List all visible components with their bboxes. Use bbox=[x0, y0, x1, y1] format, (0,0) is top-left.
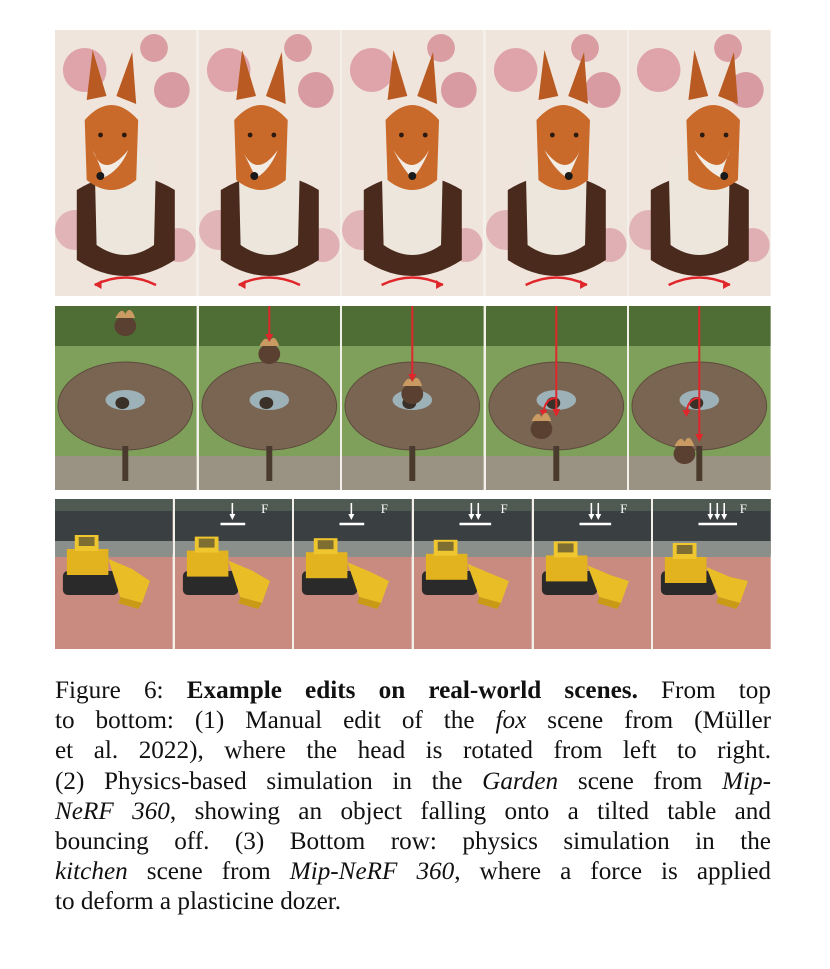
kitchen-frame bbox=[173, 499, 293, 649]
fox-frame bbox=[340, 30, 484, 296]
caption-dataset: Mip- bbox=[722, 767, 772, 795]
force-label: F bbox=[739, 501, 748, 516]
kitchen-row bbox=[55, 499, 771, 649]
force-label: F bbox=[620, 501, 628, 516]
fox-frame bbox=[197, 30, 341, 296]
force-label: F bbox=[380, 501, 389, 516]
caption-text: scene from bbox=[577, 767, 703, 795]
garden-frame bbox=[340, 306, 484, 490]
garden-frame bbox=[627, 306, 771, 490]
garden-frame bbox=[197, 306, 341, 490]
caption-text: , where a force is applied bbox=[454, 858, 772, 886]
garden-row bbox=[55, 306, 771, 490]
caption-dataset: Mip-NeRF 360 bbox=[289, 858, 455, 886]
caption-text: scene from (Müller bbox=[547, 707, 772, 735]
force-label: F bbox=[261, 501, 269, 516]
caption-line-5 bbox=[55, 797, 771, 827]
caption-text: From top bbox=[661, 677, 771, 704]
garden-frame bbox=[484, 306, 628, 490]
fox-row bbox=[55, 30, 771, 296]
kitchen-frame bbox=[292, 499, 412, 649]
caption-dataset: NeRF 360 bbox=[55, 797, 170, 825]
caption-line-7 bbox=[55, 857, 771, 887]
fox-frame bbox=[484, 30, 628, 296]
fox-frame bbox=[55, 30, 197, 296]
fox-frame bbox=[627, 30, 771, 296]
force-label: F bbox=[500, 501, 508, 516]
caption-text: (2) Physics-based simulation in the bbox=[55, 767, 463, 795]
caption-line-8: to deform a plasticine dozer. bbox=[55, 888, 342, 916]
garden-frame bbox=[55, 306, 197, 490]
caption-line-3: et al. 2022), where the head is rotated from left to right. bbox=[55, 737, 771, 765]
caption-scene-garden: Garden bbox=[482, 767, 559, 795]
caption-line-4 bbox=[55, 767, 771, 797]
caption-scene-kitchen: kitchen bbox=[55, 858, 128, 886]
caption-text: , showing an object falling onto a tilted table and bbox=[169, 797, 771, 825]
kitchen-frame bbox=[651, 499, 771, 649]
caption-title: Example edits on real-world scenes. bbox=[186, 677, 638, 704]
figure-6 bbox=[55, 30, 771, 649]
caption-line-1 bbox=[55, 676, 771, 706]
kitchen-frame bbox=[532, 499, 652, 649]
caption-scene-fox: fox bbox=[495, 707, 527, 735]
caption-line-6: bouncing off. (3) Bottom row: physics simulation in the bbox=[55, 828, 771, 856]
kitchen-frame bbox=[55, 499, 173, 649]
caption-label: Figure 6: bbox=[55, 677, 164, 704]
kitchen-frame bbox=[412, 499, 532, 649]
caption-text: to bottom: (1) Manual edit of the bbox=[55, 707, 475, 735]
figure-caption bbox=[55, 676, 771, 918]
caption-text: scene from bbox=[146, 858, 271, 886]
caption-line-2 bbox=[55, 706, 771, 736]
